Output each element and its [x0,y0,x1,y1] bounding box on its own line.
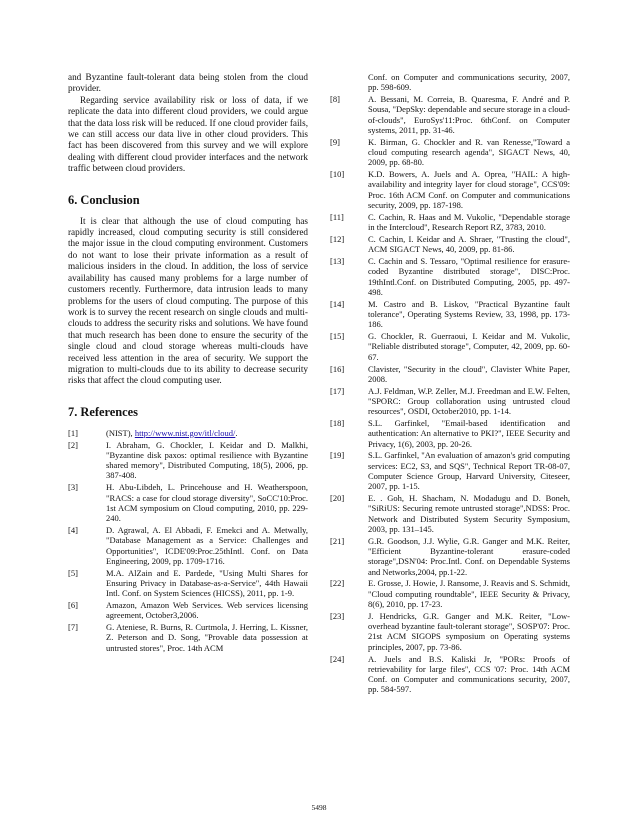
reference-item [68,428,308,438]
reference-text: H. Abu-Libdeh, L. Princehouse and H. Weatherspoon, "RACS: a case for cloud storage diversity", SoCC'10:Proc. 1st ACM symposium on Cloud computing, 2010, pp. 229-240. [106,482,308,524]
reference-text: D. Agrawal, A. El Abbadi, F. Emekci and A. Metwally, "Database Management as a Service: Challenges and Opportunities", ICDE'09:Proc.25thIntl. Conf. on Data Engineering, 2009, pp. 1709-1716. [106,524,308,566]
reference-number: [5] [68,567,78,578]
reference-text: G.R. Goodson, J.J. Wylie, G.R. Ganger and M.K. Reiter, "Efficient Byzantine-tolerant erasure-coded storage",DSN'04: Proc.Intl. Conf. on Dependable Systems and Networks,2004, pp.1-22. [368,535,570,577]
reference-number: [15] [330,331,345,342]
reference-item [68,440,308,481]
reference-item [68,600,308,621]
reference-text: J. Hendricks, G.R. Ganger and M.K. Reiter, "Low-overhead byzantine fault-tolerant storage", SOSP'07: Proc. 21st ACM SIGOPS symposium on Operating systems principles, 2007, pp. 73-86. [368,610,570,652]
reference-item [330,493,570,534]
reference-number: [17] [330,385,345,396]
reference-number: [19] [330,450,345,461]
reference-number: [3] [68,482,78,493]
reference-item [330,450,570,491]
reference-continuation [330,72,570,93]
reference-text: G. Chockler, R. Guerraoui, I. Keidar and M. Vukolic, "Reliable distributed storage", Computer, 42, 2009, pp. 60-67. [368,331,570,362]
reference-text: C. Cachin, R. Haas and M. Vukolic, "Dependable storage in the Intercloud", Research Report RZ, 3783, 2010. [368,211,570,233]
reference-number: [22] [330,578,345,589]
reference-text: S.L. Garfinkel, "Email-based identification and authentication: An alternative to PKI?", IEEE Security and Privacy, 1(6), 2003, pp. 20-26. [368,418,570,449]
reference-item [330,654,570,695]
reference-text: M. Castro and B. Liskov, "Practical Byzantine fault tolerance", Operating Systems Review, 33, 1998, pp. 173-186. [368,298,570,330]
reference-item [330,578,570,609]
reference-item [330,611,570,652]
reference-number: [20] [330,493,345,504]
reference-text: M.A. AlZain and E. Pardede, "Using Multi Shares for Ensuring Privacy in Database-as-a-Service", 44th Hawaii Intl. Conf. on System Sciences (HICSS), 2011, pp. 1-9. [106,567,308,599]
reference-number: [1] [68,427,78,438]
conclusion-heading: 6. Conclusion [68,192,140,207]
reference-item [330,364,570,385]
reference-text: K.D. Bowers, A. Juels and A. Oprea, "HAIL: A high-availability and integrity layer for cloud storage", CCS'09: Proc. 16th ACM Conf. on Computer and communications security, 2009, pp. 187-198. [368,169,570,211]
references-heading: 7. References [68,404,138,419]
left-column [68,72,308,654]
reference-text: Clavister, "Security in the cloud", Clavister White Paper, 2008. [368,363,570,384]
reference-text: (NIST), http://www.nist.gov/itl/cloud/. [106,427,238,438]
reference-text: C. Cachin and S. Tessaro, "Optimal resilience for erasure-coded Byzantine distributed storage", DISC:Proc. 19thIntl.Conf. on Distributed Computing, 2005, pp. 497-498. [368,256,570,297]
reference-number: [16] [330,363,345,374]
reference-text: Amazon, Amazon Web Services. Web services licensing agreement, October3,2006. [106,600,308,621]
reference-number: [10] [330,169,345,180]
reference-item [68,482,308,523]
reference-text: K. Birman, G. Chockler and R. van Renesse,"Toward a cloud computing research agenda", SIGACT News, 40, 2009, pp. 68-80. [368,136,570,168]
reference-item [330,299,570,330]
reference-text: G. Ateniese, R. Burns, R. Curtmola, J. Herring, L. Kissner, Z. Peterson and D. Song, "Provable data possession at untrusted stores", Proc. 14th ACM [106,622,308,653]
reference-number: [4] [68,524,78,535]
reference-item [330,234,570,255]
reference-number: [23] [330,610,345,621]
reference-number: [18] [330,418,345,428]
nist-link[interactable]: http://www.nist.gov/itl/cloud/ [134,427,236,438]
reference-item [330,331,570,362]
reference-number: [7] [68,622,78,633]
reference-number: [2] [68,439,78,450]
reference-item [330,212,570,233]
availability-paragraph: Regarding service availability risk or loss of data, if we replicate the data into different cloud providers, we could argue that the data loss risk will be reduced. If one cloud provider fails, we can still access our data live in other cloud providers. This fact has been discovered from this survey and we will explore dealing with different cloud provider interfaces and the network traffic between cloud providers. [68,94,308,174]
reference-item [330,137,570,168]
reference-number: [8] [330,94,340,105]
reference-item [68,622,308,653]
reference-number: [9] [330,136,340,147]
reference-text: E. Grosse, J. Howie, J. Ransome, J. Reavis and S. Schmidt, "Cloud computing roundtable", IEEE Security & Privacy, 8(6), 2010, pp. 17-23. [368,578,570,610]
reference-item [330,94,570,135]
reference-text: A.J. Feldman, W.P. Zeller, M.J. Freedman and E.W. Felten, "SPORC: Group collaboration using untrusted cloud resources", OSDI, October2010, pp. 1-14. [368,385,570,417]
reference-number: [12] [330,233,345,244]
reference-number: [14] [330,298,345,309]
reference-item [330,536,570,577]
reference-item [68,525,308,566]
reference-text: Conf. on Computer and communications security, 2007, pp. 598-609. [368,72,570,93]
reference-text: E. . Goh, H. Shacham, N. Modadugu and D. Boneh, "SiRiUS: Securing remote untrusted storage",NDSS: Proc. Network and Distributed System Security Symposium, 2003, pp. 131–145. [368,493,570,534]
reference-item [68,568,308,599]
right-references-list [330,94,570,695]
reference-text: A. Juels and B.S. Kaliski Jr, "PORs: Proofs of retrievability for large files", CCS '07: Proc. 14th ACM Conf. on Computer and communications security, 2007, pp. 584-597. [368,653,570,695]
reference-text: S.L. Garfinkel, "An evaluation of amazon's grid computing services: EC2, S3, and SQS", Technical Report TR-08-07, Computer Science Group, Harvard University, Citeseer, 2007, pp. 1-15. [368,450,570,492]
reference-item [330,169,570,210]
reference-text: A. Bessani, M. Correia, B. Quaresma, F. André and P. Sousa, "DepSky: dependable and secure storage in a cloud-of-clouds", EuroSys'11:Proc. 6thConf. on Computer systems, 2011, pp. 31-46. [368,94,570,135]
reference-item [330,256,570,297]
conclusion-paragraph: It is clear that although the use of cloud computing has rapidly increased, cloud computing security is still considered the major issue in the cloud computing environment. Customers do not want to lose their private information as a result of malicious insiders in the cloud. In addition, the loss of service availability has caused many problems for a large number of customers recently. Furthermore, data intrusion leads to many problems for the users of cloud computing. The purpose of this work is to survey the recent research on single clouds and multi-clouds to address the security risks and solutions. We have found that much research has been done to ensure the security of the single cloud and cloud storage whereas multi-clouds have received less attention in the area of security. We support the migration to multi-clouds due to its ability to decrease security risks that affect the cloud computing user. [68,215,308,386]
intro-paragraph: and Byzantine fault-tolerant data being stolen from the cloud provider. [68,72,308,94]
reference-text: I. Abraham, G. Chockler, I. Keidar and D. Malkhi, "Byzantine disk paxos: optimal resilience with Byzantine shared memory", Distributed Computing, 18(5), 2006, pp. 387-408. [106,439,308,481]
page-number: 5498 [311,803,327,812]
reference-number: [11] [330,211,344,222]
reference-number: [13] [330,256,345,267]
reference-item [330,418,570,449]
reference-number: [21] [330,535,345,546]
reference-text: C. Cachin, I. Keidar and A. Shraer, "Trusting the cloud", ACM SIGACT News, 40, 2009, pp. 81-86. [368,233,570,255]
reference-item [330,386,570,417]
reference-number: [24] [330,653,345,664]
reference-number: [6] [68,600,78,610]
right-column [330,72,570,696]
